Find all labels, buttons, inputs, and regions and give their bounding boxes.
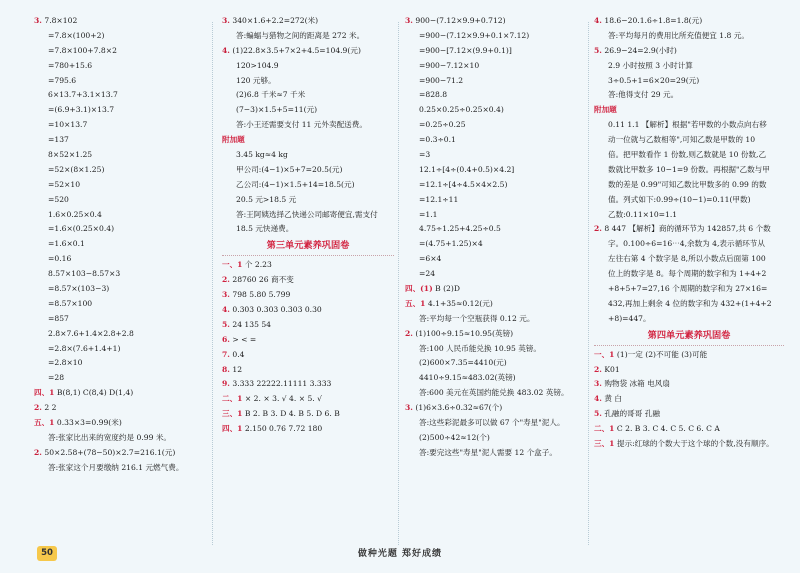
- answer-text: =52×10: [48, 179, 81, 189]
- answer-line: [594, 377, 784, 392]
- answer-line: [405, 44, 585, 59]
- answer-text: 1.6×0.25×0.4: [48, 209, 102, 219]
- answer-line: [34, 431, 202, 446]
- question-number: 2.: [34, 447, 42, 457]
- answer-text: =12.1÷[4÷4.5×4×2.5): [419, 179, 508, 189]
- answer-line: [594, 29, 784, 44]
- section-number: 四、(1): [405, 284, 433, 294]
- section-number: 5.: [222, 319, 230, 329]
- answer-text: 答:王阿姨选择乙快递公司邮寄便宜,需支付: [236, 209, 378, 219]
- answer-line: [34, 371, 202, 386]
- answer-text: =900−(7.12×9.9+0.1×7.12): [419, 30, 530, 40]
- section-number: 四、1: [34, 388, 55, 398]
- answer-text: 值。列式如下:0.99÷(10−1)=0.11(甲数): [608, 194, 751, 204]
- answer-line: [405, 74, 585, 89]
- answer-line: [222, 318, 394, 333]
- answer-line: [34, 103, 202, 118]
- section-number: 3.: [222, 290, 230, 300]
- answer-text: 2.150 0.76 7.72 180: [244, 424, 323, 434]
- answer-text: (1)6×3.6÷0.32≈67(个): [415, 403, 503, 413]
- answer-text: 购物袋 冰箱 电风扇: [604, 379, 670, 389]
- answer-line: [405, 163, 585, 178]
- answer-line: [34, 312, 202, 327]
- answer-line: [594, 237, 784, 252]
- answer-text: 432,再加上剩余 4 位的数字和为 432+(1+4+2: [608, 298, 772, 308]
- section-number: 7.: [222, 349, 230, 359]
- answer-text: (2)500÷42≈12(个): [419, 432, 490, 442]
- answer-text: 50×2.58+(78−50)×2.7=216.1(元): [44, 447, 176, 457]
- answer-line: [594, 193, 784, 208]
- answer-text: 6×13.7+3.1×13.7: [48, 90, 118, 100]
- section-number: 三、1: [594, 439, 615, 449]
- answer-line: [594, 222, 784, 237]
- page-number: 50: [37, 546, 57, 561]
- question-number: 3.: [405, 16, 413, 25]
- answer-text: 18.5 元快递费。: [236, 224, 294, 234]
- answer-text: =0.16: [48, 254, 72, 264]
- answer-text: 12.1÷[4÷(0.4+0.5)×4.2]: [419, 164, 515, 174]
- answer-text: 答:他得支付 29 元。: [608, 90, 679, 100]
- answer-text: 孔融的哥哥 孔融: [604, 409, 660, 419]
- answer-text: (2)6.8 千米≈7 千米: [236, 90, 306, 100]
- section-number: 二、1: [222, 394, 243, 404]
- answer-text: =900−71.2: [419, 75, 464, 85]
- answer-line: [594, 312, 784, 327]
- answer-text: =52×(8×1.25): [48, 164, 105, 174]
- answer-text: 20.5 元>18.5 元: [236, 194, 297, 204]
- answer-text: 提示:红球的个数大于这个球的个数,没有顺序。: [616, 439, 774, 449]
- answer-line: [405, 446, 585, 461]
- section-number: 三、1: [222, 409, 243, 419]
- answer-line: [34, 118, 202, 133]
- answer-text: 数就比甲数多 10−1=9 份数。再根据"乙数与甲: [608, 164, 770, 174]
- section-number: 一、1: [594, 349, 615, 359]
- answer-text: =857: [48, 313, 69, 323]
- answer-text: 798 5.80 5.799: [232, 290, 291, 300]
- column-divider: [588, 22, 589, 545]
- answer-text: =(4.75+1.25)×4: [419, 239, 483, 249]
- answer-line: [405, 222, 585, 237]
- answer-line: [594, 118, 784, 133]
- answer-line: [405, 252, 585, 267]
- section-heading: 附加题: [594, 105, 617, 115]
- answer-line: [405, 208, 585, 223]
- answer-text: 倍。把甲数看作 1 份数,则乙数就是 10 份数,乙: [608, 150, 767, 160]
- question-number: 5.: [594, 45, 602, 55]
- answer-text: 0.11 1.1 【解析】根据"若甲数的小数点向右移: [608, 120, 767, 130]
- answer-text: 26.9−24=2.9(小时): [604, 45, 677, 55]
- answer-line: [34, 133, 202, 148]
- answer-line: [594, 163, 784, 178]
- answer-text: 答:要完这些"寿星"泥人需要 12 个盒子。: [419, 447, 557, 457]
- answer-text: 8×52×1.25: [48, 150, 93, 160]
- answer-line: [594, 59, 784, 74]
- answer-line: [405, 103, 585, 118]
- answer-text: 0.33×3=0.99(米): [56, 418, 122, 428]
- section-number: 2.: [594, 364, 602, 374]
- answer-text: 0.25×0.25÷0.25×0.4): [419, 105, 504, 115]
- answer-text: 个 2.23: [244, 260, 272, 270]
- answer-text: =12.1÷11: [419, 194, 459, 204]
- answer-line: [222, 392, 394, 407]
- answer-line: [594, 103, 784, 118]
- answer-line: [222, 222, 394, 237]
- answer-line: [222, 29, 394, 44]
- answer-line: [34, 282, 202, 297]
- section-number: 五、1: [405, 298, 426, 308]
- answer-line: [34, 208, 202, 223]
- answer-text: =780+15.6: [48, 60, 93, 70]
- section-number: 4.: [222, 305, 230, 315]
- answer-text: (2)600×7.35=4410(元): [419, 358, 507, 368]
- answer-text: =6×4: [419, 254, 442, 264]
- answer-line: [34, 14, 202, 29]
- answer-line: [34, 401, 202, 416]
- answer-line: [405, 237, 585, 252]
- answer-line: [405, 133, 585, 148]
- answer-text: 28760 26 商不变: [232, 275, 294, 285]
- answer-text: 12: [232, 364, 243, 374]
- answer-line: [405, 14, 585, 29]
- answer-text: =2.8×10: [48, 358, 83, 368]
- answer-line: [34, 237, 202, 252]
- answer-line: [405, 312, 585, 327]
- answer-line: [405, 88, 585, 103]
- answer-line: [222, 59, 394, 74]
- answer-line: [594, 74, 784, 89]
- answer-text: B (2)D: [435, 284, 460, 294]
- section-number: 8.: [222, 364, 230, 374]
- column-4: [594, 14, 784, 452]
- answer-line: [222, 148, 394, 163]
- answer-text: 黄 白: [604, 394, 622, 404]
- answer-line: [34, 148, 202, 163]
- answer-line: [594, 208, 784, 223]
- answer-text: =(6.9+3.1)×13.7: [48, 105, 115, 115]
- column-3: [405, 14, 585, 461]
- answer-text: =8.57×(103−3): [48, 284, 110, 294]
- answer-line: [594, 44, 784, 59]
- answer-text: 左往右第 4 个数字是 8,所以小数点后面第 100: [608, 254, 766, 264]
- column-1: [34, 14, 202, 476]
- answer-text: 数的差是 0.99"可知乙数比甲数多的 0.99 的数: [608, 179, 767, 189]
- unit4-title: 第四单元素养巩固卷: [594, 327, 784, 346]
- answer-text: =900−[7.12×(9.9+0.1)]: [419, 45, 512, 55]
- answer-text: =2.8×(7.6+1.4+1): [48, 343, 121, 353]
- answer-line: [222, 333, 394, 348]
- answer-line: [222, 258, 394, 273]
- answer-line: [594, 88, 784, 103]
- answer-text: 答:平均每月的费用比所充值便宜 1.8 元。: [608, 30, 749, 40]
- answer-text: B(8,1) C(8,4) D(1,4): [56, 388, 134, 398]
- answer-line: [405, 416, 585, 431]
- footer-slogan: 做种光题 郑好成绩: [357, 549, 443, 559]
- answer-text: (1)一定 (2)不可能 (3)可能: [616, 349, 708, 359]
- answer-line: [222, 103, 394, 118]
- answer-line: [405, 386, 585, 401]
- answer-line: [594, 348, 784, 363]
- answer-line: [594, 178, 784, 193]
- answer-line: [34, 222, 202, 237]
- answer-text: 3.333 22222.11111 3.333: [232, 379, 332, 389]
- answer-line: [34, 267, 202, 282]
- section-heading: 附加题: [222, 135, 245, 145]
- answer-text: (1)100÷9.15≈10.95(英镑): [415, 328, 514, 338]
- answer-text: 3÷0.5+1=6×20=29(元): [608, 75, 700, 85]
- answer-line: [405, 282, 585, 297]
- answer-line: [405, 342, 585, 357]
- answer-line: [34, 178, 202, 193]
- answer-line: [222, 118, 394, 133]
- answer-text: (1)22.8×3.5+7×2+4.5=104.9(元): [232, 45, 361, 55]
- answer-text: 7.8×102: [44, 16, 78, 25]
- answer-text: C 2. B 3. C 4. C 5. C 6. C A: [616, 424, 720, 434]
- unit3-title: 第三单元素养巩固卷: [222, 237, 394, 256]
- answer-text: 答:张家比出来的宽度约是 0.99 米。: [48, 432, 172, 442]
- answer-line: [34, 252, 202, 267]
- answer-line: [34, 44, 202, 59]
- answer-text: =137: [48, 135, 69, 145]
- answer-line: [34, 59, 202, 74]
- answer-text: K01: [604, 364, 620, 374]
- answer-text: 0.303 0.303 0.303 0.30: [232, 305, 322, 315]
- section-number: 2.: [34, 403, 42, 413]
- answer-text: =28: [48, 373, 65, 383]
- answer-line: [405, 193, 585, 208]
- answer-text: 答:平均每一个空瓶获得 0.12 元。: [419, 313, 535, 323]
- column-divider: [398, 22, 399, 545]
- answer-text: 答:100 人民币能兑换 10.95 英镑。: [419, 343, 541, 353]
- answer-line: [34, 297, 202, 312]
- answer-line: [222, 303, 394, 318]
- section-number: 4.: [594, 394, 602, 404]
- answer-line: [222, 178, 394, 193]
- answer-text: 0.4: [232, 349, 245, 359]
- question-number: 4.: [594, 16, 602, 25]
- answer-line: [34, 342, 202, 357]
- section-number: 二、1: [594, 424, 615, 434]
- answer-line: [405, 148, 585, 163]
- answer-line: [222, 363, 394, 378]
- answer-text: 答:蝙蝠与猎物之间的距离是 272 米。: [236, 30, 365, 40]
- question-number: 3.: [405, 403, 413, 413]
- answer-line: [222, 74, 394, 89]
- answer-text: 120>104.9: [236, 60, 279, 70]
- answer-text: 2 2: [44, 403, 57, 413]
- answer-text: +8+5+7=27,16 个周期的数字和为 27×16=: [608, 284, 768, 294]
- answer-text: =828.8: [419, 90, 448, 100]
- answer-line: [594, 392, 784, 407]
- answer-text: =0.3÷0.1: [419, 135, 456, 145]
- answer-line: [34, 29, 202, 44]
- answer-text: 900−(7.12×9.9+0.712): [415, 16, 506, 25]
- answer-line: [405, 267, 585, 282]
- section-number: 2.: [222, 275, 230, 285]
- answer-text: 答:小王还需要支付 11 元外卖配送费。: [236, 120, 367, 130]
- answer-line: [222, 348, 394, 363]
- answer-line: [34, 461, 202, 476]
- answer-line: [222, 163, 394, 178]
- column-2: [222, 14, 394, 437]
- question-number: 3.: [34, 16, 42, 25]
- answer-line: [405, 327, 585, 342]
- answer-text: =520: [48, 194, 69, 204]
- answer-text: × 2. × 3. √ 4. × 5. √: [244, 394, 322, 404]
- answer-line: [594, 437, 784, 452]
- answer-text: 18.6−20.1.6÷1.8=1.8(元): [604, 16, 703, 25]
- answer-line: [594, 407, 784, 422]
- answer-text: 120 元够。: [236, 75, 276, 85]
- answer-line: [222, 193, 394, 208]
- answer-line: [405, 356, 585, 371]
- answer-line: [34, 193, 202, 208]
- answer-line: [222, 133, 394, 148]
- answer-text: 8 447 【解析】商的循环节为 142857,共 6 个数: [604, 224, 771, 234]
- answer-line: [222, 88, 394, 103]
- answer-text: > < =: [232, 334, 257, 344]
- answer-text: 3.45 kg≈4 kg: [236, 150, 288, 160]
- answer-line: [594, 282, 784, 297]
- answer-text: 位上的数字是 8。每个周期的数字和为 1+4+2: [608, 269, 767, 279]
- answer-line: [222, 44, 394, 59]
- answer-line: [34, 88, 202, 103]
- answer-text: 2.8×7.6+1.4×2.8+2.8: [48, 328, 134, 338]
- section-number: 9.: [222, 379, 230, 389]
- answer-line: [405, 431, 585, 446]
- answer-text: 答:这些彩泥最多可以做 67 个"寿星"泥人。: [419, 418, 565, 428]
- answer-text: +8)=447。: [608, 313, 651, 323]
- answer-line: [405, 371, 585, 386]
- section-number: 3.: [594, 379, 602, 389]
- answer-text: =7.8×100+7.8×2: [48, 45, 117, 55]
- answer-line: [594, 363, 784, 378]
- answer-line: [34, 74, 202, 89]
- answer-line: [222, 407, 394, 422]
- answer-line: [34, 327, 202, 342]
- answer-text: =1.1: [419, 209, 438, 219]
- answer-text: =900−7.12×10: [419, 60, 480, 70]
- answer-line: [594, 422, 784, 437]
- answer-line: [594, 14, 784, 29]
- answer-text: =8.57×100: [48, 298, 93, 308]
- answer-line: [594, 148, 784, 163]
- answer-line: [594, 252, 784, 267]
- answer-text: =1.6×0.1: [48, 239, 85, 249]
- answer-text: =0.25÷0.25: [419, 120, 466, 130]
- answer-text: 乙公司:(4−1)×1.5+14=18.5(元): [236, 179, 355, 189]
- answer-line: [34, 446, 202, 461]
- answer-text: 2.9 小时按照 3 小时计算: [608, 60, 693, 70]
- answer-text: 4.1+35≈0.12(元): [427, 298, 493, 308]
- answer-line: [405, 29, 585, 44]
- answer-line: [34, 416, 202, 431]
- answer-line: [594, 267, 784, 282]
- answer-text: 答:张家这个月要缴纳 216.1 元燃气费。: [48, 462, 184, 472]
- answer-text: =24: [419, 269, 436, 279]
- answer-line: [34, 386, 202, 401]
- answer-line: [222, 288, 394, 303]
- answer-text: =3: [419, 150, 431, 160]
- answer-text: 4410÷9.15≈483.02(英镑): [419, 373, 516, 383]
- answer-text: =7.8×(100+2): [48, 30, 105, 40]
- answer-text: B 2. B 3. D 4. B 5. D 6. B: [244, 409, 340, 419]
- answer-line: [222, 14, 394, 29]
- section-number: 五、1: [34, 418, 55, 428]
- answer-text: =795.6: [48, 75, 77, 85]
- answer-line: [405, 178, 585, 193]
- answer-text: =1.6×(0.25×0.4): [48, 224, 115, 234]
- section-number: 5.: [594, 409, 602, 419]
- section-number: 6.: [222, 334, 230, 344]
- answer-text: (7−3)×1.5+5=11(元): [236, 105, 318, 115]
- answer-line: [222, 422, 394, 437]
- answer-text: 340×1.6+2.2=272(米): [232, 16, 319, 25]
- answer-text: 4.75÷1.25+4.25÷0.5: [419, 224, 501, 234]
- answer-line: [34, 356, 202, 371]
- answer-text: 动一位就与乙数相等",可知乙数是甲数的 10: [608, 135, 756, 145]
- answer-text: 8.57×103−8.57×3: [48, 269, 121, 279]
- answer-text: 甲公司:(4−1)×5+7=20.5(元): [236, 164, 343, 174]
- answer-line: [405, 401, 585, 416]
- column-divider: [212, 22, 213, 545]
- question-number: 2.: [594, 224, 602, 234]
- question-number: 3.: [222, 16, 230, 25]
- answer-line: [222, 273, 394, 288]
- section-number: 四、1: [222, 424, 243, 434]
- answer-text: 乙数:0.11×10=1.1: [608, 209, 678, 219]
- answer-line: [405, 297, 585, 312]
- answer-line: [405, 59, 585, 74]
- answer-line: [594, 297, 784, 312]
- answer-text: 字。0.100÷6=16⋯4,余数为 4,表示循环节从: [608, 239, 765, 249]
- answer-text: =10×13.7: [48, 120, 88, 130]
- answer-text: 24 135 54: [232, 319, 272, 329]
- answer-line: [222, 208, 394, 223]
- answer-line: [594, 133, 784, 148]
- section-number: 一、1: [222, 260, 243, 270]
- question-number: 4.: [222, 45, 230, 55]
- answer-text: 答:600 美元在英国约能兑换 483.02 英镑。: [419, 388, 569, 398]
- answer-line: [405, 118, 585, 133]
- answer-line: [34, 163, 202, 178]
- answer-line: [222, 377, 394, 392]
- question-number: 2.: [405, 328, 413, 338]
